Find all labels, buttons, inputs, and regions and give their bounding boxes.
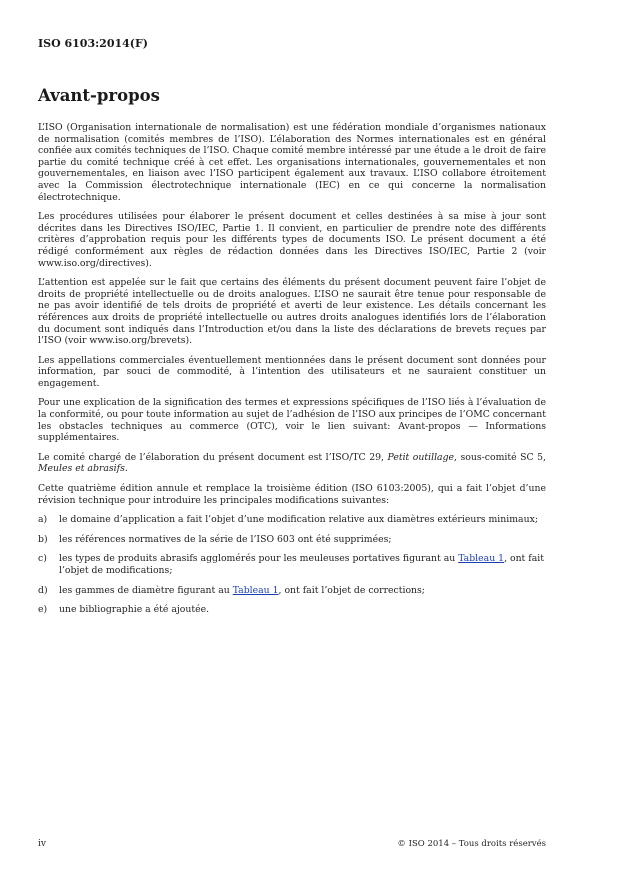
- list-item: [38, 534, 546, 546]
- paragraph-procedures: Les procédures utilisées pour élaborer le présent document et celles destinées à sa mise à jour sont décrites dans les Directives ISO/IEC, Partie 1. Il convient, en particulier de prendre note des différents critères d’approbation requis pour les différents types de documents ISO. Le présent document a été rédigé conformément aux règles de rédaction données dans les Directives ISO/IEC, Partie 2 (voir www.iso.org/directives).: [38, 211, 546, 269]
- table-1-link[interactable]: Tableau 1: [232, 584, 279, 596]
- paragraph-trade-names: Les appellations commerciales éventuellement mentionnées dans le présent document sont données pour information, par souci de commodité, à l’intention des utilisateurs et ne sauraient constituer un engagement.: [38, 354, 546, 389]
- paragraph-edition: Cette quatrième édition annule et remplace la troisième édition (ISO 6103:2005), qui a fait l’objet d’une révision technique pour introduire les principales modifications suivantes:: [38, 483, 546, 506]
- list-marker: b): [38, 533, 48, 545]
- table-1-link[interactable]: Tableau 1: [458, 553, 505, 565]
- page-number: iv: [38, 839, 46, 849]
- list-item: [38, 514, 546, 526]
- paragraph-patent-rights: L’attention est appelée sur le fait que certains des éléments du présent document peuvent faire l’objet de droits de propriété intellectuelle ou de droits analogues. L’ISO ne saurait être tenue pour responsable de ne pas avoir identifié de tels droits de propriété et averti de leur existence. Les détails concernant les références aux droits de propriété intellectuelle ou autres droits analogues identifiés lors de l’élaboration du document sont indiqués dans l’Introduction et/ou dans la liste des déclarations de brevets reçues par l’ISO (voir www.iso.org/brevets).: [38, 277, 546, 347]
- changes-list: [38, 514, 546, 616]
- list-item: [38, 604, 546, 616]
- copyright-notice: © ISO 2014 – Tous droits réservés: [397, 839, 546, 849]
- subcommittee-name: Meules et abrasifs: [38, 463, 125, 475]
- list-item-text: le domaine d’application a fait l’objet d’une modification relative aux diamètres extérieurs minimaux;: [59, 514, 538, 526]
- list-item: [38, 553, 546, 576]
- list-item-text: , ont fait l’objet de corrections;: [278, 584, 425, 596]
- list-item-text: , ont fait l’objet de modifications;: [59, 553, 544, 576]
- list-marker: a): [38, 514, 48, 526]
- list-marker: e): [38, 604, 48, 616]
- page-title: Avant-propos: [38, 86, 160, 105]
- list-marker: d): [38, 584, 48, 596]
- committee-name: Petit outillage: [387, 451, 455, 463]
- paragraph-committee: [38, 452, 546, 475]
- committee-text-1: Le comité chargé de l’élaboration du présent document est l’ISO/TC 29,: [38, 451, 388, 463]
- committee-text-3: .: [124, 463, 128, 475]
- paragraph-conformity: Pour une explication de la signification des termes et expressions spécifiques de l’ISO liés à l’évaluation de la conformité, ou pour toute information au sujet de l’adhésion de l’ISO aux principes de l’OMC concernant les obstacles techniques au commerce (OTC), voir le lien suivant: Avant-propos — Informations supplémentaires.: [38, 397, 546, 444]
- document-body: [38, 122, 546, 624]
- list-item-text: les types de produits abrasifs agglomérés pour les meuleuses portatives figurant au: [59, 553, 459, 565]
- list-item-text: les gammes de diamètre figurant au: [59, 584, 233, 596]
- list-marker: c): [38, 553, 47, 565]
- paragraph-iso-organisation: L’ISO (Organisation internationale de normalisation) est une fédération mondiale d’organismes nationaux de normalisation (comités membres de l’ISO). L’élaboration des Normes internationales est en général confiée aux comités techniques de l’ISO. Chaque comité membre intéressé par une étude a le droit de faire partie du comité technique créé à cet effet. Les organisations internationales, gouvernementales et non gouvernementales, en liaison avec l’ISO participent également aux travaux. L’ISO collabore étroitement avec la Commission électrotechnique internationale (IEC) en ce qui concerne la normalisation électrotechnique.: [38, 122, 546, 203]
- committee-text-2: , sous-comité SC 5,: [454, 451, 547, 463]
- list-item: [38, 585, 546, 597]
- document-id: ISO 6103:2014(F): [38, 37, 149, 50]
- list-item-text: les références normatives de la série de l’ISO 603 ont été supprimées;: [59, 533, 392, 545]
- list-item-text: une bibliographie a été ajoutée.: [59, 604, 210, 616]
